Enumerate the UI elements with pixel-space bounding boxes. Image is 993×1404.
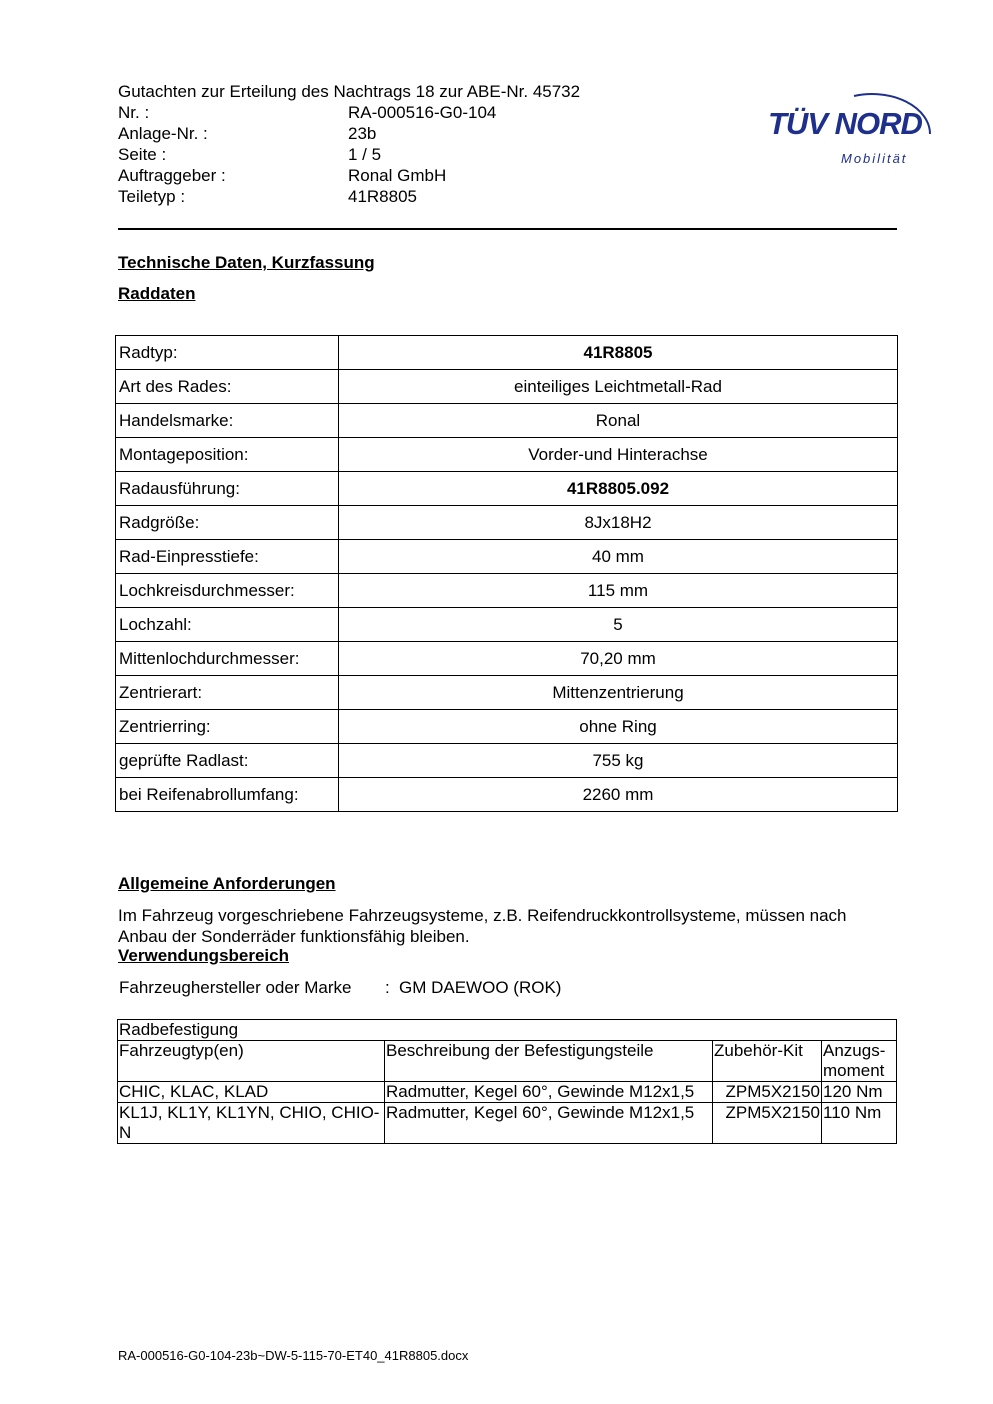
header-field-teiletyp — [118, 186, 418, 207]
raddaten-value: 755 kg — [339, 744, 898, 778]
table-cell: ZPM5X2150 — [713, 1082, 822, 1103]
table-cell: 110 Nm — [822, 1103, 897, 1144]
raddaten-label: bei Reifenabrollumfang: — [116, 778, 339, 812]
section-heading-technische-daten: Technische Daten, Kurzfassung — [118, 253, 375, 272]
report-title: Gutachten zur Erteilung des Nachtrags 18 zur ABE-Nr. 45732 — [118, 82, 581, 101]
table-row — [116, 336, 898, 370]
raddaten-value: 5 — [339, 608, 898, 642]
manufacturer-value: GM DAEWOO (ROK) — [399, 978, 562, 997]
column-header: Fahrzeugtyp(en) — [118, 1041, 385, 1082]
field-label: Teiletyp : — [118, 187, 186, 206]
raddaten-value: 41R8805 — [339, 336, 898, 370]
manufacturer-separator: : — [385, 978, 390, 997]
raddaten-label: Montageposition: — [116, 438, 339, 472]
raddaten-value: Ronal — [339, 404, 898, 438]
field-label: Anlage-Nr. : — [118, 124, 208, 143]
raddaten-value: Mittenzentrierung — [339, 676, 898, 710]
table-row — [118, 1103, 897, 1144]
table-row — [116, 642, 898, 676]
raddaten-value: 40 mm — [339, 540, 898, 574]
column-header: Beschreibung der Befestigungsteile — [385, 1041, 713, 1082]
table-cell: CHIC, KLAC, KLAD — [118, 1082, 385, 1103]
table-row — [116, 608, 898, 642]
header-field-nr — [118, 102, 497, 123]
table-row — [116, 540, 898, 574]
section-heading-raddaten: Raddaten — [118, 284, 196, 303]
table-row — [116, 778, 898, 812]
raddaten-label: Mittenlochdurchmesser: — [116, 642, 339, 676]
header-divider — [118, 228, 897, 230]
section-heading-anforderungen: Allgemeine Anforderungen — [118, 874, 336, 893]
table-header-row — [118, 1041, 897, 1082]
footer-filename: RA-000516-G0-104-23b~DW-5-115-70-ET40_41R8805.docx — [118, 1348, 469, 1363]
raddaten-value: 8Jx18H2 — [339, 506, 898, 540]
table-cell: 120 Nm — [822, 1082, 897, 1103]
raddaten-label: Lochkreisdurchmesser: — [116, 574, 339, 608]
raddaten-label: Zentrierring: — [116, 710, 339, 744]
raddaten-label: Radausführung: — [116, 472, 339, 506]
raddaten-value: 2260 mm — [339, 778, 898, 812]
header-field-seite — [118, 144, 382, 165]
raddaten-value: einteiliges Leichtmetall-Rad — [339, 370, 898, 404]
header-field-anlage — [118, 123, 377, 144]
field-label: Auftraggeber : — [118, 166, 226, 185]
table-row — [116, 710, 898, 744]
raddaten-label: Lochzahl: — [116, 608, 339, 642]
raddaten-value: 115 mm — [339, 574, 898, 608]
header-field-auftraggeber — [118, 165, 447, 186]
table-row — [118, 1082, 897, 1103]
column-header: Zubehör-Kit — [713, 1041, 822, 1082]
logo-subtitle: Mobilität — [841, 151, 908, 166]
field-value: 1 / 5 — [348, 145, 382, 164]
table-row — [116, 438, 898, 472]
section-heading-verwendungsbereich: Verwendungsbereich — [118, 946, 289, 965]
raddaten-label: geprüfte Radlast: — [116, 744, 339, 778]
manufacturer-label: Fahrzeughersteller oder Marke — [119, 978, 352, 997]
field-value: RA-000516-G0-104 — [348, 103, 497, 122]
table-cell: Radmutter, Kegel 60°, Gewinde M12x1,5 — [385, 1103, 713, 1144]
table-row — [116, 404, 898, 438]
radbefestigung-title: Radbefestigung — [118, 1020, 897, 1041]
raddaten-value: 70,20 mm — [339, 642, 898, 676]
raddaten-label: Rad-Einpresstiefe: — [116, 540, 339, 574]
table-row — [116, 506, 898, 540]
table-row — [116, 370, 898, 404]
table-cell: KL1J, KL1Y, KL1YN, CHIO, CHIO-N — [118, 1103, 385, 1144]
manufacturer-row — [119, 978, 562, 998]
field-label: Seite : — [118, 145, 167, 164]
logo-wordmark: TÜV NORD — [768, 106, 922, 141]
anforderungen-text: Im Fahrzeug vorgeschriebene Fahrzeugsysteme, z.B. Reifendruckkontrollsysteme, müssen nach Anbau der Sonderräder funktionsfähig bleiben. — [118, 906, 847, 946]
raddaten-label: Handelsmarke: — [116, 404, 339, 438]
tuv-nord-logo — [762, 56, 942, 172]
table-row — [116, 472, 898, 506]
field-value: Ronal GmbH — [348, 166, 447, 185]
field-label: Nr. : — [118, 103, 150, 122]
radbefestigung-table — [117, 1019, 897, 1144]
table-row — [116, 676, 898, 710]
raddaten-label: Radtyp: — [116, 336, 339, 370]
raddaten-label: Zentrierart: — [116, 676, 339, 710]
column-header: Anzugs-moment — [822, 1041, 897, 1082]
raddaten-label: Art des Rades: — [116, 370, 339, 404]
table-cell: ZPM5X2150 — [713, 1103, 822, 1144]
table-row — [116, 744, 898, 778]
table-cell: Radmutter, Kegel 60°, Gewinde M12x1,5 — [385, 1082, 713, 1103]
raddaten-value: ohne Ring — [339, 710, 898, 744]
raddaten-table — [115, 335, 898, 812]
field-value: 23b — [348, 124, 377, 143]
raddaten-value: Vorder-und Hinterachse — [339, 438, 898, 472]
table-row — [116, 574, 898, 608]
field-value: 41R8805 — [348, 187, 418, 206]
raddaten-label: Radgröße: — [116, 506, 339, 540]
raddaten-value: 41R8805.092 — [339, 472, 898, 506]
